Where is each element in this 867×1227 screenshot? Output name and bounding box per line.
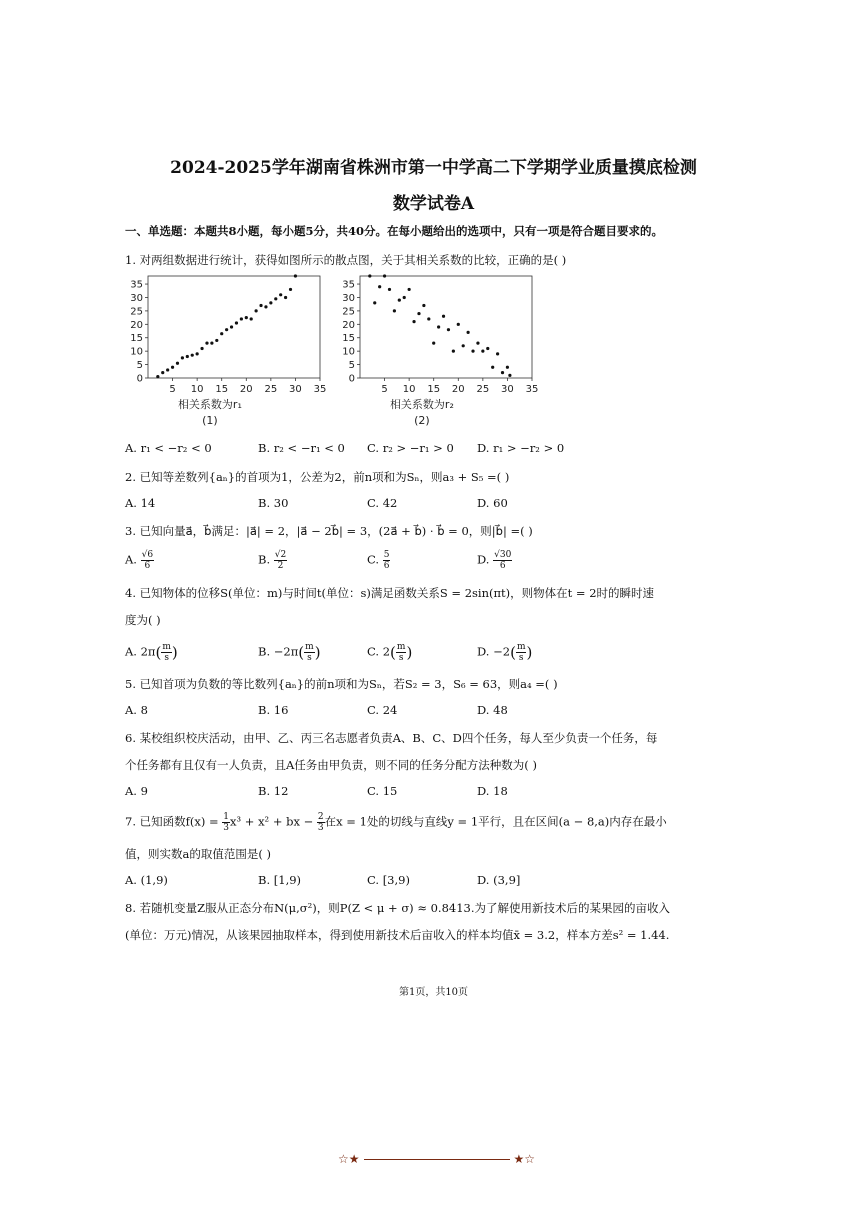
y-tick-label: 15 [342, 333, 355, 345]
option-fraction [383, 550, 391, 571]
data-point [408, 288, 411, 291]
fraction-denominator: 3 [317, 823, 324, 833]
option-fraction [274, 550, 287, 571]
data-point [186, 355, 189, 358]
unit-fraction [304, 642, 315, 663]
question-3-stem: 3. 已知向量a⃗，b⃗满足：|a⃗| = 2，|a⃗ − 2b⃗| = 3，(2a⃗ + b⃗) · b⃗ = 0，则|b⃗| =( ) [125, 524, 533, 538]
data-point [452, 350, 455, 353]
fraction-numerator: 2 [317, 812, 324, 822]
data-point [200, 347, 203, 350]
data-point [508, 374, 511, 377]
question-8-stem-line1: 8. 若随机变量Z服从正态分布N(μ,σ²)，则P(Z < μ + σ) ≈ 0.8413.为了解使用新技术后的某果园的亩收入 [125, 901, 670, 915]
data-point [166, 368, 169, 371]
question-5-stem: 5. 已知首项为负数的等比数列{aₙ}的前n项和为Sₙ，若S₂ = 3，S₆ = 63，则a₄ =( ) [125, 677, 558, 691]
y-tick-label: 5 [348, 360, 355, 372]
unit-fraction [516, 642, 527, 663]
y-tick-label: 20 [130, 319, 143, 331]
question-6-option-a: A. 9 [125, 784, 148, 798]
question-5-option-d: D. 48 [477, 703, 508, 717]
x-tick-label: 5 [381, 384, 388, 395]
unit-numerator: m [516, 642, 526, 652]
unit-numerator: m [396, 642, 406, 652]
question-8-stem-line2: (单位：万元)情况，从该果园抽取样本，得到使用新技术后亩收入的样本均值x̄ = 3.2，样本方差s² = 1.44. [125, 928, 670, 942]
data-point [220, 332, 223, 335]
star-icon: ☆★ [338, 1152, 360, 1166]
option-value: A. 2π [125, 644, 156, 659]
fraction-numerator: √2 [274, 550, 287, 560]
y-tick-label: 15 [130, 333, 143, 345]
data-point [259, 304, 262, 307]
plot-frame [148, 276, 320, 378]
fraction-numerator: √6 [141, 550, 154, 560]
data-point [412, 320, 415, 323]
question-1-option-b: B. r₂ < −r₁ < 0 [258, 441, 345, 455]
data-point [417, 312, 420, 315]
y-tick-label: 35 [130, 279, 143, 291]
star-icon: ★☆ [513, 1152, 536, 1166]
data-point [289, 288, 292, 291]
x-tick-label: 10 [402, 384, 416, 395]
question-3-option-b [258, 550, 287, 571]
question-4-option-a: A. 2π( $\frac{m}{s}$ ) [125, 642, 178, 663]
data-point [373, 301, 376, 304]
unit-fraction [396, 642, 407, 663]
question-4-stem-line2: 度为( ) [125, 613, 161, 627]
unit-denominator: s [518, 653, 524, 663]
question-7-stem-line2: 值，则实数a的取值范围是( ) [125, 847, 271, 861]
x-tick-label: 35 [313, 384, 327, 395]
fraction-two-thirds [317, 812, 325, 833]
unit-denominator: s [164, 653, 169, 663]
option-label: D. [477, 552, 490, 567]
y-tick-label: 0 [136, 373, 143, 385]
x-tick-label: 10 [190, 384, 204, 395]
unit-numerator: m [305, 642, 314, 652]
question-7-option-c: C. [3,9) [367, 873, 410, 887]
data-point [486, 347, 489, 350]
data-point [462, 344, 465, 347]
option-value: B. −2π [258, 644, 299, 659]
question-1-option-a: A. r₁ < −r₂ < 0 [125, 441, 212, 455]
data-point [264, 305, 267, 308]
x-tick-label: 30 [289, 384, 302, 395]
y-tick-label: 0 [348, 373, 355, 385]
data-point [476, 342, 479, 345]
stem-text: 在x = 1处的切线与直线y = 1平行，且在区间(a − 8,a)内存在最小 [324, 814, 667, 829]
fraction-denominator: 6 [383, 561, 390, 571]
data-point [501, 371, 504, 374]
data-point [457, 323, 460, 326]
data-point [225, 328, 228, 331]
data-point [181, 356, 184, 359]
x-axis-label: 相关系数为r₁ [177, 398, 242, 411]
data-point [240, 317, 243, 320]
y-tick-label: 5 [136, 360, 143, 372]
question-5-option-a: A. 8 [125, 703, 148, 717]
question-2-option-c: C. 42 [367, 496, 398, 510]
question-7-option-b: B. [1,9) [258, 873, 302, 887]
data-point [383, 274, 386, 277]
question-6-option-d: D. 18 [477, 784, 508, 798]
scatter-chart-1 [120, 272, 340, 432]
data-point [491, 366, 494, 369]
x-tick-label: 20 [451, 384, 465, 395]
option-fraction [141, 550, 154, 571]
data-point [481, 350, 484, 353]
data-point [442, 315, 445, 318]
unit-denominator: s [398, 653, 404, 663]
scatter-chart-2 [332, 272, 552, 432]
data-point [378, 285, 381, 288]
unit-fraction [161, 642, 172, 663]
data-point [191, 354, 194, 357]
fraction-one-third [222, 812, 230, 833]
fraction-denominator: 2 [277, 561, 284, 571]
question-1-option-d: D. r₁ > −r₂ > 0 [477, 441, 565, 455]
data-point [245, 316, 248, 319]
question-4-option-c: C. 2( $\frac{m}{s}$ ) [367, 642, 413, 663]
data-point [388, 288, 391, 291]
data-point [250, 317, 253, 320]
divider [364, 1159, 510, 1160]
data-point [506, 366, 509, 369]
x-tick-label: 35 [525, 384, 539, 395]
data-point [255, 309, 258, 312]
stem-text: 7. 已知函数f(x) = [125, 814, 219, 829]
section-heading: 一、单选题：本题共8小题，每小题5分，共40分。在每小题给出的选项中，只有一项是符合题目要求的。 [125, 224, 664, 238]
data-point [279, 293, 282, 296]
x-tick-label: 20 [239, 384, 253, 395]
page-footer: 第1页，共10页 [398, 987, 469, 998]
x-tick-label: 25 [476, 384, 490, 395]
data-point [230, 325, 233, 328]
data-point [156, 375, 159, 378]
data-point [437, 325, 440, 328]
question-7-option-d: D. (3,9] [477, 873, 521, 887]
data-point [176, 362, 179, 365]
fraction-denominator: 3 [223, 823, 230, 833]
data-point [403, 296, 406, 299]
data-point [467, 331, 470, 334]
stem-text: x³ + x² + bx − [230, 814, 314, 829]
option-value: C. 2 [367, 644, 391, 659]
data-point [284, 296, 287, 299]
exam-title: 2024-2025学年湖南省株洲市第一中学高二下学期学业质量摸底检测 [170, 158, 697, 178]
data-point [210, 342, 213, 345]
y-tick-label: 35 [342, 279, 355, 291]
footer-decoration [338, 1152, 535, 1166]
y-tick-label: 30 [130, 292, 143, 304]
option-value: D. −2 [477, 644, 511, 659]
y-tick-label: 30 [342, 292, 355, 304]
fraction-denominator: 6 [144, 561, 151, 571]
question-7-option-a: A. (1,9) [125, 873, 168, 887]
question-2-option-a: A. 14 [125, 496, 156, 510]
data-point [196, 352, 199, 355]
x-axis-label: 相关系数为r₂ [389, 398, 454, 411]
question-3-option-d [477, 550, 512, 571]
question-5-option-b: B. 16 [258, 703, 289, 717]
question-6-stem-line2: 个任务都有且仅有一人负责，且A任务由甲负责，则不同的任务分配方法种数为( ) [125, 758, 537, 772]
x-tick-label: 25 [264, 384, 278, 395]
question-1-option-c: C. r₂ > −r₁ > 0 [367, 441, 454, 455]
data-point [171, 366, 174, 369]
fraction-numerator: 5 [383, 550, 390, 560]
exam-subtitle: 数学试卷A [392, 194, 475, 214]
plot-frame [360, 276, 532, 378]
chart-caption: (2) [414, 414, 430, 427]
question-5-option-c: C. 24 [367, 703, 398, 717]
fraction-numerator: 1 [223, 812, 230, 822]
y-tick-label: 10 [342, 346, 355, 358]
fraction-denominator: 6 [499, 561, 506, 571]
data-point [235, 321, 238, 324]
data-point [274, 297, 277, 300]
y-tick-label: 25 [342, 306, 355, 318]
data-point [398, 299, 401, 302]
option-label: C. [367, 552, 380, 567]
unit-numerator: m [162, 642, 171, 652]
question-3-option-a [125, 550, 154, 571]
x-tick-label: 15 [427, 384, 441, 395]
data-point [422, 304, 425, 307]
question-6-option-c: C. 15 [367, 784, 398, 798]
data-point [393, 309, 396, 312]
question-6-option-b: B. 12 [258, 784, 289, 798]
option-fraction [493, 550, 512, 571]
data-point [496, 352, 499, 355]
question-2-option-b: B. 30 [258, 496, 289, 510]
fraction-numerator: √30 [494, 550, 512, 560]
question-1-stem: 1. 对两组数据进行统计，获得如图所示的散点图，关于其相关系数的比较，正确的是( ) [125, 253, 567, 267]
data-point [269, 301, 272, 304]
option-label: B. [258, 552, 271, 567]
question-4-option-b: B. −2π( $\frac{m}{s}$ ) [258, 642, 321, 663]
option-label: A. [125, 552, 137, 567]
y-tick-label: 25 [130, 306, 143, 318]
unit-denominator: s [307, 653, 312, 663]
question-2-stem: 2. 已知等差数列{aₙ}的首项为1，公差为2，前n项和为Sₙ，则a₃ + S₅ =( ) [125, 470, 510, 484]
question-7-stem-line1 [125, 812, 667, 833]
data-point [471, 350, 474, 353]
x-tick-label: 5 [169, 384, 176, 395]
data-point [215, 339, 218, 342]
data-point [294, 274, 297, 277]
data-point [432, 342, 435, 345]
y-tick-label: 10 [130, 346, 143, 358]
data-point [161, 371, 164, 374]
data-point [205, 342, 208, 345]
data-point [368, 274, 371, 277]
question-4-option-d: D. −2( $\frac{m}{s}$ ) [477, 642, 533, 663]
question-4-stem-line1: 4. 已知物体的位移S(单位：m)与时间t(单位：s)满足函数关系S = 2sin(πt)，则物体在t = 2时的瞬时速 [125, 586, 655, 600]
y-tick-label: 20 [342, 319, 355, 331]
chart-caption: (1) [202, 414, 218, 427]
x-tick-label: 30 [501, 384, 514, 395]
question-2-option-d: D. 60 [477, 496, 508, 510]
data-point [427, 317, 430, 320]
question-6-stem-line1: 6. 某校组织校庆活动，由甲、乙、丙三名志愿者负责A、B、C、D四个任务，每人至少负责一个任务，每 [125, 731, 658, 745]
x-tick-label: 15 [215, 384, 229, 395]
data-point [447, 328, 450, 331]
question-3-option-c [367, 550, 390, 571]
